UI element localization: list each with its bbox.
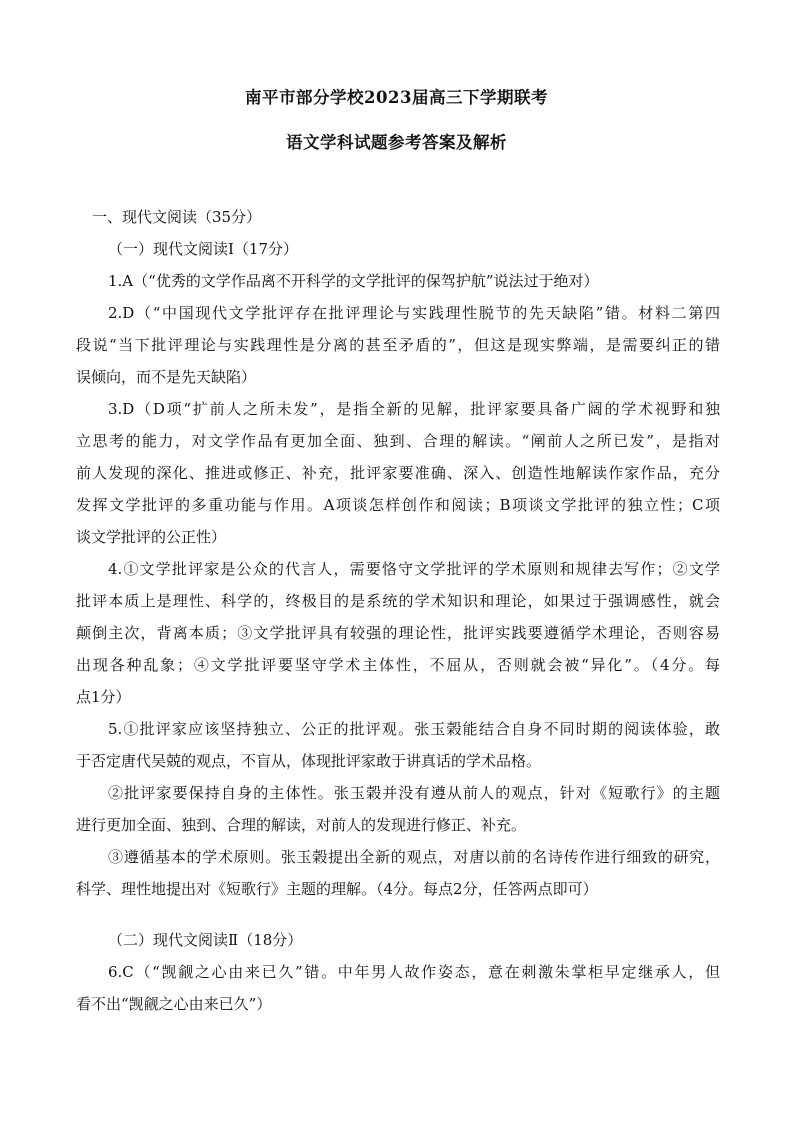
answer-3-line: 3.D（D项“扩前人之所未发”，是指全新的见解，批评家要具备广阔的学术视野和独 — [108, 400, 720, 418]
answer-6-line: 看不出“觊觎之心由来已久”） — [76, 995, 272, 1013]
answer-5-line: 于否定唐代吴兢的观点，不盲从，体现批评家敢于讲真话的学术品格。 — [76, 752, 542, 770]
answer-6-line: 6.C（“觊觎之心由来已久”错。中年男人故作姿态，意在刺激朱掌柜早定继承人，但 — [108, 963, 720, 981]
answer-3-line: 发挥文学批评的多重功能与作用。A项谈怎样创作和阅读；B项谈文学批评的独立性；C项 — [76, 496, 720, 514]
section-gap — [76, 905, 720, 924]
answer-1: 1.A（“优秀的文学作品离不开科学的文学批评的保驾护航”说法过于绝对） — [108, 272, 599, 290]
answer-2-line: 2.D（“中国现代文学批评存在批评理论与实践理性脱节的先天缺陷”错。材料二第四 — [108, 304, 720, 322]
answer-3-line: 谈文学批评的公正性） — [76, 528, 227, 546]
answer-2-line: 误倾向，而不是先天缺陷） — [76, 368, 257, 386]
subsection-heading: （二）现代文阅读Ⅱ（18分） — [108, 931, 303, 949]
section-heading: 一、现代文阅读（35分） — [92, 208, 262, 226]
answer-4-line: 点1分） — [76, 688, 131, 706]
subsection-heading: （一）现代文阅读Ⅰ（17分） — [108, 240, 299, 258]
answer-3-line: 立思考的能力，对文学作品有更加全面、独到、合理的解读。“阐前人之所已发”，是指对 — [76, 432, 720, 450]
document-body — [76, 201, 720, 1020]
answer-4-line: 批评本质上是理性、科学的，终极目的是系统的学术知识和理论，如果过于强调感性，就会 — [76, 592, 720, 610]
answer-3-line: 前人发现的深化、推进或修正、补充，批评家要准确、深入、创造性地解读作家作品，充分 — [76, 464, 720, 482]
document-title: 南平市部分学校2023届高三下学期联考 — [245, 88, 548, 107]
answer-2-line: 段说“当下批评理论与实践理性是分离的甚至矛盾的”，但这是现实弊端，是需要纠正的错 — [76, 336, 720, 354]
answer-5-line: ②批评家要保持自身的主体性。张玉榖并没有遵从前人的观点，针对《短歌行》的主题 — [108, 784, 720, 802]
answer-4-line: 颠倒主次，背离本质；③文学批评具有较强的理论性，批评实践要遵循学术理论，否则容易 — [76, 624, 720, 642]
answer-5-line: 科学、理性地提出对《短歌行》主题的理解。（4分。每点2分，任答两点即可） — [76, 880, 598, 898]
document-subtitle: 语文学科试题参考答案及解析 — [286, 133, 507, 152]
answer-5-line: 进行更加全面、独到、合理的解读，对前人的发现进行修正、补充。 — [76, 816, 527, 834]
answer-5-line: 5.①批评家应该坚持独立、公正的批评观。张玉榖能结合自身不同时期的阅读体验，敢 — [108, 720, 720, 738]
answer-4-line: 出现各种乱象；④文学批评要坚守学术主体性，不屈从，否则就会被“异化”。（4分。每 — [76, 656, 720, 674]
answer-5-line: ③遵循基本的学术原则。张玉榖提出全新的观点，对唐以前的名诗传作进行细致的研究， — [108, 848, 720, 866]
answer-4-line: 4.①文学批评家是公众的代言人，需要恪守文学批评的学术原则和规律去写作；②文学 — [108, 560, 720, 578]
